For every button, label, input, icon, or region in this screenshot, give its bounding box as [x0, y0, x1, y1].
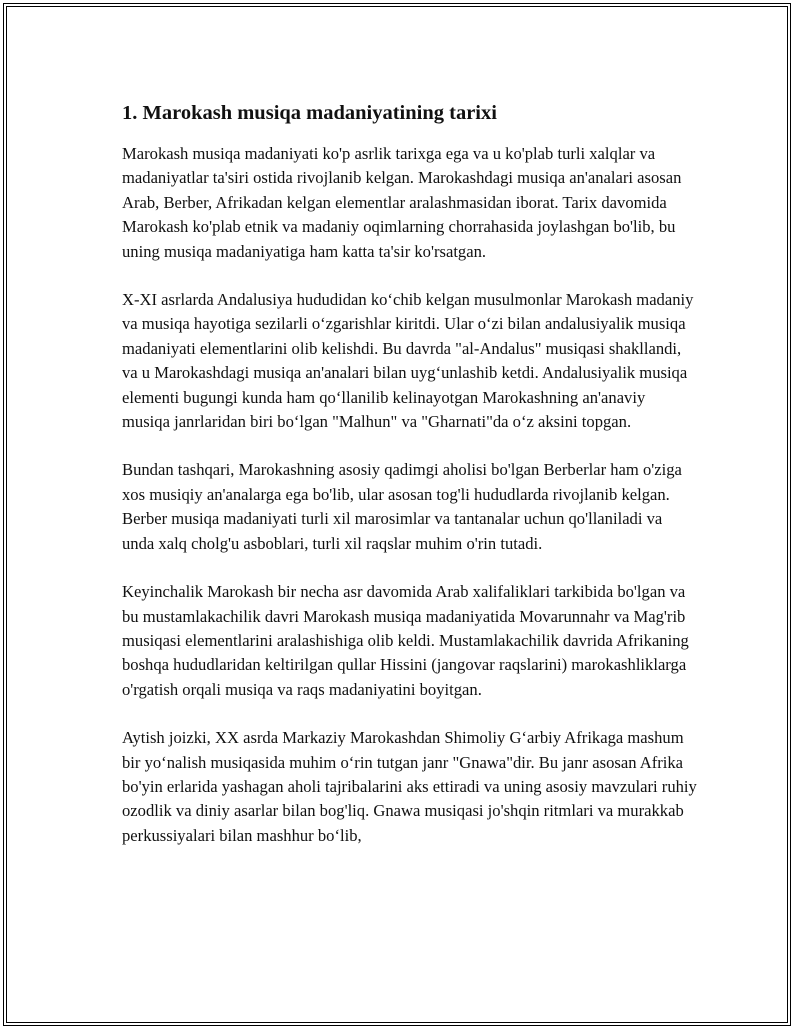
document-body [122, 100, 697, 872]
paragraph-3: Bundan tashqari, Marokashning asosiy qadimgi aholisi bo'lgan Berberlar ham o'ziga xos musiqiy an'analarga ega bo'lib, ular asosan tog'li hududlarda rivojlanib kelgan. Berber musiqa madaniyati turli xil marosimlar va tantanalar uchun qo'llaniladi va unda xalq cholg'u asboblari, turli xil raqslar muhim o'rin tutadi. [122, 460, 682, 553]
paragraph-1: Marokash musiqa madaniyati ko'p asrlik tarixga ega va u ko'plab turli xalqlar va madaniyatlar ta'siri ostida rivojlanib kelgan. Marokashdagi musiqa an'analari asosan Arab, Berber, Afrikadan kelgan elementlar aralashmasidan iborat. Tarix davomida Marokash ko'plab etnik va madaniy oqimlarning chorrahasida joylashgan bo'lib, bu uning musiqa madaniyatiga ham katta ta'sir ko'rsatgan. [122, 144, 682, 261]
paragraph-5: Aytish joizki, XX asrda Markaziy Marokashdan Shimoliy G‘arbiy Afrikaga mashum bir yo‘nalish musiqasida muhim o‘rin tutgan janr "Gnawa"dir. Bu janr asosan Afrika bo'yin erlarida yashagan aholi tajribalarini aks ettiradi va uning asosiy mavzulari ruhiy ozodlik va diniy asarlar bilan bog'liq. Gnawa musiqasi jo'shqin ritmlari va murakkab perkussiyalari bilan mashhur bo‘lib, [122, 728, 697, 845]
section-heading: 1. Marokash musiqa madaniyatining tarixi [122, 102, 497, 124]
document-page [3, 3, 791, 1026]
paragraph-2: X-XI asrlarda Andalusiya hududidan ko‘chib kelgan musulmonlar Marokash madaniy va musiqa hayotiga sezilarli o‘zgarishlar kiritdi. Ular o‘zi bilan andalusiyalik musiqa madaniyati elementlarini olib kelishdi. Bu davrda "al-Andalus" musiqasi shakllandi, va u Marokashdagi musiqa an'analari bilan uyg‘unlashib ketdi. Andalusiyalik musiqa elementi bugungi kunda ham qo‘llanilib kelinayotgan Marokashning an'anaviy musiqa janrlaridan biri bo‘lgan "Malhun" va "Gharnati"da o‘z aksini topgan. [122, 290, 694, 432]
paragraph-4: Keyinchalik Marokash bir necha asr davomida Arab xalifaliklari tarkibida bo'lgan va bu mustamlakachilik davri Marokash musiqa madaniyatida Movarunnahr va Mag'rib musiqasi elementlarini aralashishiga olib keldi. Mustamlakachilik davrida Afrikaning boshqa hududlaridan keltirilgan qullar Hissini (jangovar raqslarini) marokashliklarga o'rgatish orqali musiqa va raqs madaniyatini boyitgan. [122, 582, 689, 699]
